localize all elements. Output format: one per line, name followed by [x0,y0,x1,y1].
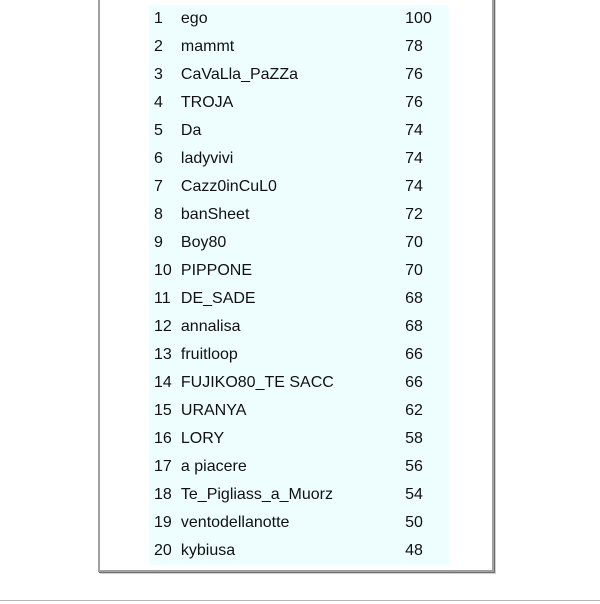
player-name-cell: URANYA [180,402,247,419]
rank-cell: 6 [154,150,163,167]
score-cell: 76 [405,66,423,83]
player-name-cell: Da [180,122,202,139]
table-row [149,425,449,453]
table-row [149,257,449,285]
rank-cell: 19 [154,514,172,531]
rank-cell: 4 [154,94,163,111]
score-cell: 56 [405,458,423,475]
table-row [149,341,449,369]
player-name-cell: annalisa [180,318,241,335]
score-cell: 70 [405,234,423,251]
player-name-cell: DE_SADE [180,290,256,307]
rank-cell: 7 [154,178,163,195]
score-cell: 72 [405,206,423,223]
rank-cell: 20 [154,542,172,559]
player-name-cell: Te_Pigliass_a_Muorz [180,486,333,503]
score-cell: 74 [405,150,423,167]
table-row [149,5,449,33]
player-name-cell: ego [180,10,208,27]
leaderboard-rows [149,5,449,565]
rank-cell: 12 [154,318,172,335]
player-name-cell: a piacere [180,458,247,475]
player-name-cell: CaVaLla_PaZZa [180,66,298,83]
table-row [149,201,449,229]
leaderboard-table [149,5,449,565]
table-row [149,33,449,61]
player-name-cell: LORY [180,430,225,447]
score-cell: 54 [405,486,423,503]
table-row [149,61,449,89]
score-cell: 100 [405,10,432,27]
leaderboard-panel [98,0,494,572]
score-cell: 68 [405,290,423,307]
player-name-cell: ventodellanotte [180,514,290,531]
score-cell: 74 [405,178,423,195]
score-cell: 68 [405,318,423,335]
score-cell: 58 [405,430,423,447]
table-row [149,313,449,341]
rank-cell: 14 [154,374,172,391]
score-cell: 76 [405,94,423,111]
rank-cell: 17 [154,458,172,475]
rank-cell: 8 [154,206,163,223]
page-divider [0,600,600,601]
player-name-cell: Boy80 [180,234,227,251]
table-row [149,285,449,313]
score-cell: 66 [405,374,423,391]
player-name-cell: fruitloop [180,346,238,363]
score-cell: 62 [405,402,423,419]
score-cell: 66 [405,346,423,363]
rank-cell: 5 [154,122,163,139]
score-cell: 50 [405,514,423,531]
table-row [149,369,449,397]
player-name-cell: PIPPONE [180,262,253,279]
player-name-cell: Cazz0inCuL0 [180,178,277,195]
player-name-cell: TROJA [180,94,234,111]
player-name-cell: mammt [180,38,235,55]
table-row [149,117,449,145]
rank-cell: 2 [154,38,163,55]
score-cell: 74 [405,122,423,139]
table-row [149,173,449,201]
rank-cell: 13 [154,346,172,363]
table-row [149,537,449,565]
table-row [149,229,449,257]
table-row [149,509,449,537]
rank-cell: 10 [154,262,172,279]
rank-cell: 9 [154,234,163,251]
table-row [149,397,449,425]
table-row [149,453,449,481]
table-row [149,89,449,117]
rank-cell: 11 [154,290,171,307]
rank-cell: 15 [154,402,172,419]
rank-cell: 16 [154,430,172,447]
player-name-cell: banSheet [180,206,250,223]
score-cell: 78 [405,38,423,55]
table-row [149,145,449,173]
player-name-cell: kybiusa [180,542,236,559]
score-cell: 48 [405,542,423,559]
rank-cell: 3 [154,66,163,83]
score-cell: 70 [405,262,423,279]
table-row [149,481,449,509]
player-name-cell: FUJIKO80_TE SACC [180,374,334,391]
rank-cell: 18 [154,486,172,503]
rank-cell: 1 [154,10,163,27]
player-name-cell: ladyvivi [180,150,234,167]
